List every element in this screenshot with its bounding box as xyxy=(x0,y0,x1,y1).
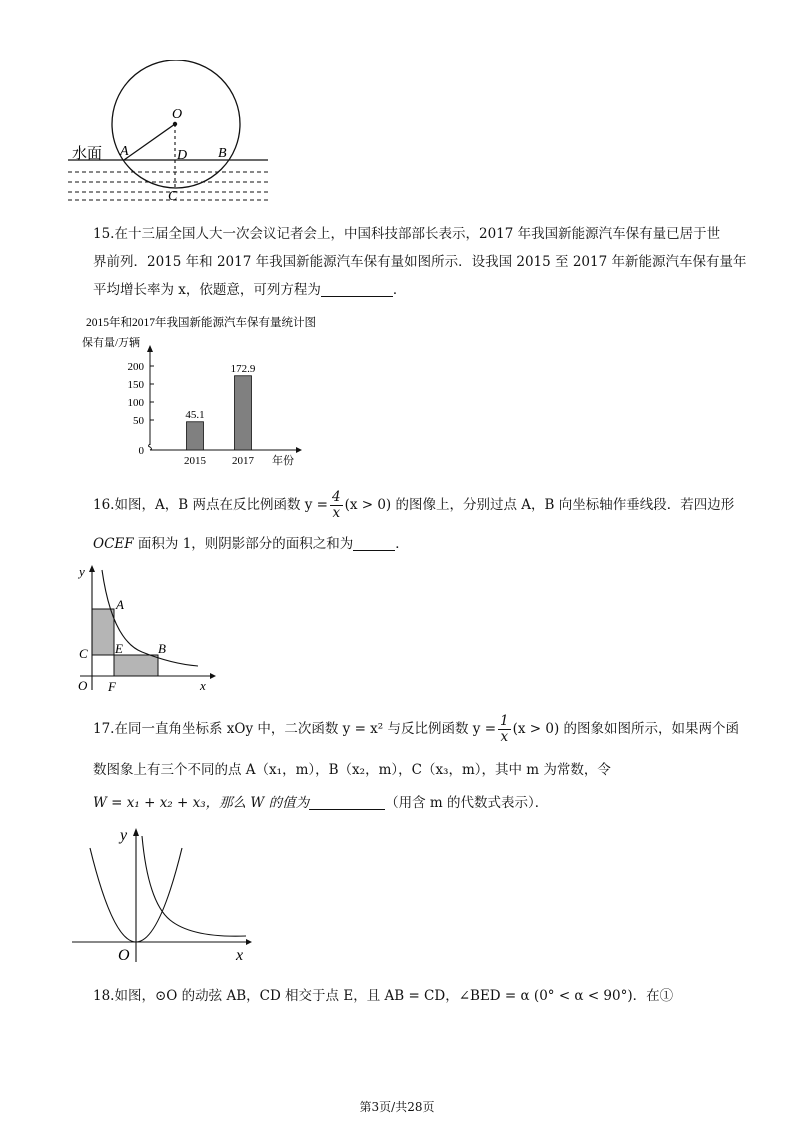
figure-14-circle-water xyxy=(60,60,290,210)
question-17-line3: W = x₁ + x₂ + x₃，那么 W 的值为 xyxy=(93,795,310,811)
fraction-4-over-x xyxy=(330,490,343,521)
page-footer: 第3页/共28页 xyxy=(359,1100,435,1114)
water-label: 水面 xyxy=(72,146,103,162)
chart-ytick-label: 150 xyxy=(127,379,144,391)
chart-bar-2015 xyxy=(187,422,204,450)
chart-xtick-label: 2015 xyxy=(184,455,206,467)
chart-bar-2017 xyxy=(235,376,252,450)
question-16 xyxy=(93,489,734,521)
question-17-line2: 数图象上有三个不同的点 A（x₁，m），B（x₂，m），C（x₃，m），其中 m 为常数，令 xyxy=(93,762,611,778)
chart-ytick-label: 100 xyxy=(127,397,144,409)
shaded-rect-b xyxy=(114,655,158,676)
answer-blank-16[interactable] xyxy=(353,536,395,551)
label-y: y xyxy=(79,564,85,579)
question-17-text-b: (x > 0) 的图象如图所示，如果两个函 xyxy=(512,721,740,737)
answer-blank-15[interactable] xyxy=(321,282,393,297)
label-x: x xyxy=(236,947,244,964)
label-e: E xyxy=(115,641,123,656)
chart-data-label: 172.9 xyxy=(230,362,256,375)
chart-ytick-label: 50 xyxy=(133,415,144,427)
question-15-line3-row xyxy=(93,280,406,300)
center-point xyxy=(173,122,177,126)
label-c: C xyxy=(79,646,88,661)
question-15-line2-row xyxy=(93,252,746,272)
bar-chart-ev-ownership xyxy=(72,312,332,472)
question-18-number: 18. xyxy=(93,988,115,1004)
label-a: A xyxy=(120,144,129,159)
question-17-number: 17. xyxy=(93,721,115,737)
quad-name-ocef: OCEF xyxy=(93,536,134,552)
label-b: B xyxy=(158,641,166,656)
fraction-numerator: 4 xyxy=(331,489,341,505)
question-16-text-a: 如图，A，B 两点在反比例函数 y = xyxy=(114,497,328,513)
chart-ylabel: 保有量/万辆 xyxy=(82,337,141,349)
shaded-rect-a xyxy=(92,609,114,655)
chart-xtick-label: 2017 xyxy=(232,455,254,467)
fraction-1-over-x xyxy=(498,714,511,745)
question-18 xyxy=(93,986,673,1006)
chart-ytick-label: 0 xyxy=(138,445,144,457)
label-o: O xyxy=(118,947,130,964)
label-d: D xyxy=(177,148,188,163)
y-axis-arrow xyxy=(89,565,95,572)
question-15-line3: 平均增长率为 x，依题意，可列方程为 xyxy=(93,282,321,298)
y-axis-arrow xyxy=(133,828,139,836)
x-axis-arrow xyxy=(246,939,252,945)
question-15-line2: 界前列．2015 年和 2017 年我国新能源汽车保有量如图所示．设我国 2015 至 2017 年新能源汽车保有量年 xyxy=(93,254,747,270)
chart-x-axis-arrow xyxy=(296,447,302,453)
fraction-denominator: x xyxy=(332,505,341,521)
figure-17-parabola-hyperbola xyxy=(68,822,268,967)
question-17 xyxy=(93,713,739,745)
label-o: O xyxy=(78,678,88,693)
label-f: F xyxy=(108,679,116,694)
chart-ytick-label: 200 xyxy=(127,361,144,373)
label-a: A xyxy=(116,597,124,612)
chart-y-axis-arrow xyxy=(147,345,153,352)
radius-oa xyxy=(124,124,175,160)
question-16-end: ． xyxy=(395,536,409,552)
figure-16-hyperbola xyxy=(72,560,222,700)
question-15-line1: 在十三届全国人大一次会议记者会上，中国科技部部长表示，2017 年我国新能源汽车保有量已居于世 xyxy=(114,226,721,242)
label-o: O xyxy=(172,107,183,122)
label-b: B xyxy=(218,146,227,161)
question-17-text-a: 在同一直角坐标系 xOy 中，二次函数 y = x² 与反比例函数 y = xyxy=(114,721,497,737)
chart-xlabel: 年份 xyxy=(272,455,294,467)
question-18-text: 如图，⊙O 的动弦 AB，CD 相交于点 E，且 AB = CD，∠BED = α (0° < α < 90°)．在① xyxy=(114,988,674,1004)
label-y: y xyxy=(120,827,128,844)
question-17-line3-end: （用含 m 的代数式表示）． xyxy=(385,795,549,811)
chart-data-label: 45.1 xyxy=(185,408,205,421)
question-15-number: 15. xyxy=(93,226,115,242)
fraction-numerator: 1 xyxy=(500,713,509,729)
question-16-line2-row xyxy=(93,534,409,554)
answer-blank-17[interactable] xyxy=(309,795,385,810)
question-15-end: ． xyxy=(392,282,407,298)
question-17-line3-row xyxy=(93,793,548,813)
label-c: C xyxy=(168,189,178,204)
question-16-number: 16. xyxy=(93,497,115,513)
question-17-line2-row xyxy=(93,760,611,780)
label-x: x xyxy=(200,678,206,693)
chart-title: 2015年和2017年我国新能源汽车保有量统计图 xyxy=(86,317,316,329)
question-16-text-c: 面积为 1，则阴影部分的面积之和为 xyxy=(133,536,354,552)
question-15 xyxy=(93,224,720,244)
x-axis-arrow xyxy=(210,673,216,679)
fraction-denominator: x xyxy=(500,729,509,745)
question-16-text-b: (x > 0) 的图像上，分别过点 A，B 向坐标轴作垂线段．若四边形 xyxy=(344,497,735,513)
